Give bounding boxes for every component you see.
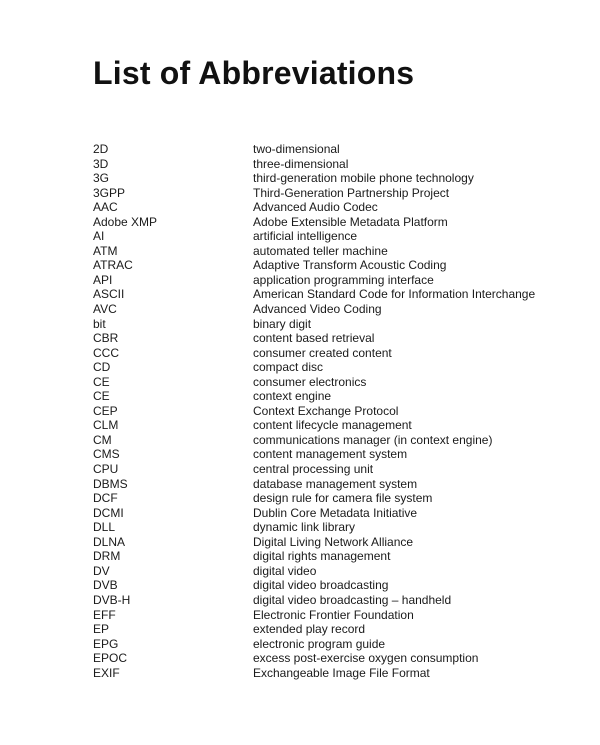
abbreviation-definition: automated teller machine [253, 243, 388, 258]
abbreviation-definition: Advanced Video Coding [253, 302, 382, 317]
abbreviation-term: DLL [93, 520, 116, 535]
abbreviation-term: EXIF [93, 665, 120, 680]
abbreviation-term: 2D [93, 142, 109, 156]
abbreviation-definition: artificial intelligence [253, 229, 358, 244]
abbreviation-row [93, 418, 563, 433]
abbreviation-row [93, 229, 563, 244]
abbreviation-row [93, 404, 563, 419]
abbreviation-definition: application programming interface [253, 272, 434, 287]
abbreviation-definition: dynamic link library [253, 520, 356, 535]
abbreviation-row [93, 593, 563, 608]
abbreviation-definition: Digital Living Network Alliance [253, 534, 414, 549]
abbreviation-row [93, 186, 563, 201]
abbreviation-term: CE [93, 389, 110, 404]
abbreviation-definition: Exchangeable Image File Format [253, 665, 430, 680]
page-title: List of Abbreviations [93, 55, 415, 91]
abbreviation-row [93, 157, 563, 172]
abbreviation-row [93, 244, 563, 259]
abbreviation-definition: consumer electronics [253, 374, 367, 389]
abbreviation-term: AVC [93, 302, 117, 317]
abbreviation-term: CBR [93, 331, 119, 346]
abbreviation-term: EPOC [93, 651, 128, 666]
abbreviation-row [93, 215, 563, 230]
abbreviation-definition: consumer created content [253, 345, 392, 360]
abbreviation-term: DVB-H [93, 592, 131, 607]
abbreviation-definition: three-dimensional [253, 156, 349, 171]
abbreviation-definition: Adobe Extensible Metadata Platform [253, 214, 448, 229]
abbreviation-definition: Advanced Audio Codec [253, 200, 378, 215]
abbreviation-term: ATM [93, 243, 118, 258]
abbreviation-definition: Adaptive Transform Acoustic Coding [253, 258, 447, 273]
abbreviation-row [93, 447, 563, 462]
abbreviation-definition: content management system [253, 447, 408, 462]
abbreviation-row [93, 520, 563, 535]
abbreviation-definition: extended play record [253, 622, 366, 637]
abbreviation-term: bit [93, 316, 106, 331]
abbreviation-term: DBMS [93, 476, 128, 491]
abbreviation-definition: digital video broadcasting [253, 578, 389, 593]
abbreviation-definition: Electronic Frontier Foundation [253, 607, 414, 622]
abbreviation-row [93, 331, 563, 346]
abbreviation-term: DCMI [93, 505, 124, 520]
abbreviation-row [93, 287, 563, 302]
abbreviation-row [93, 506, 563, 521]
abbreviation-term: 3D [93, 156, 109, 171]
abbreviation-definition: Context Exchange Protocol [253, 403, 399, 418]
abbreviation-row [93, 346, 563, 361]
abbreviation-row [93, 171, 563, 186]
abbreviation-term: 3G [93, 171, 110, 186]
abbreviation-term: DRM [93, 549, 121, 564]
abbreviation-row [93, 535, 563, 550]
abbreviation-term: ASCII [93, 287, 125, 302]
abbreviation-term: Adobe XMP [93, 214, 158, 229]
abbreviation-definition: content based retrieval [253, 331, 375, 346]
abbreviation-definition: database management system [253, 476, 418, 491]
abbreviation-term: AI [93, 229, 105, 244]
abbreviation-row [93, 491, 563, 506]
abbreviation-row [93, 564, 563, 579]
abbreviation-row [93, 360, 563, 375]
abbreviation-row [93, 273, 563, 288]
abbreviation-term: CCC [93, 345, 119, 360]
abbreviation-definition: compact disc [253, 360, 324, 375]
abbreviation-term: CEP [93, 403, 118, 418]
abbreviation-definition: communications manager (in context engine) [253, 432, 493, 447]
abbreviation-term: ATRAC [93, 258, 133, 273]
abbreviation-term: CMS [93, 447, 120, 462]
abbreviation-term: DLNA [93, 534, 126, 549]
abbreviation-term: 3GPP [93, 185, 126, 200]
abbreviation-term: DVB [93, 578, 118, 593]
abbreviation-definition: digital rights management [253, 549, 391, 564]
abbreviation-row [93, 317, 563, 332]
abbreviation-row [93, 651, 563, 666]
abbreviation-definition: content lifecycle management [253, 418, 412, 433]
abbreviation-row [93, 389, 563, 404]
abbreviation-row [93, 433, 563, 448]
abbreviation-definition: Third-Generation Partnership Project [253, 185, 450, 200]
abbreviation-term: EP [93, 622, 110, 637]
abbreviation-term: AAC [93, 200, 118, 215]
abbreviation-term: CE [93, 374, 110, 389]
abbreviation-definition: two-dimensional [253, 142, 340, 156]
abbreviation-row [93, 622, 563, 637]
abbreviation-definition: context engine [253, 389, 332, 404]
abbreviation-term: API [93, 272, 113, 287]
abbreviation-definition: third-generation mobile phone technology [253, 171, 474, 186]
abbreviation-row [93, 142, 563, 157]
abbreviation-definition: American Standard Code for Information Interchange [253, 287, 536, 302]
abbreviation-row [93, 258, 563, 273]
abbreviation-row [93, 608, 563, 623]
abbreviation-definition: digital video broadcasting – handheld [253, 592, 452, 607]
abbreviation-list [93, 142, 563, 680]
abbreviation-term: CM [93, 432, 112, 447]
abbreviation-definition: electronic program guide [253, 636, 386, 651]
abbreviation-term: CPU [93, 462, 119, 477]
abbreviation-row [93, 666, 563, 681]
abbreviation-definition: binary digit [253, 316, 312, 331]
abbreviation-row [93, 549, 563, 564]
abbreviation-row [93, 462, 563, 477]
abbreviation-row [93, 477, 563, 492]
abbreviation-term: DCF [93, 491, 118, 506]
abbreviation-term: EPG [93, 636, 119, 651]
abbreviation-term: CD [93, 360, 111, 375]
abbreviation-row [93, 578, 563, 593]
abbreviation-definition: Dublin Core Metadata Initiative [253, 505, 418, 520]
abbreviation-definition: excess post-exercise oxygen consumption [253, 651, 479, 666]
abbreviation-row [93, 637, 563, 652]
abbreviation-term: EFF [93, 607, 116, 622]
abbreviation-row [93, 302, 563, 317]
abbreviation-definition: design rule for camera file system [253, 491, 433, 506]
abbreviation-definition: digital video [253, 563, 317, 578]
abbreviation-definition: central processing unit [253, 462, 374, 477]
abbreviation-row [93, 200, 563, 215]
abbreviation-row [93, 375, 563, 390]
abbreviation-term: DV [93, 563, 110, 578]
abbreviation-term: CLM [93, 418, 119, 433]
